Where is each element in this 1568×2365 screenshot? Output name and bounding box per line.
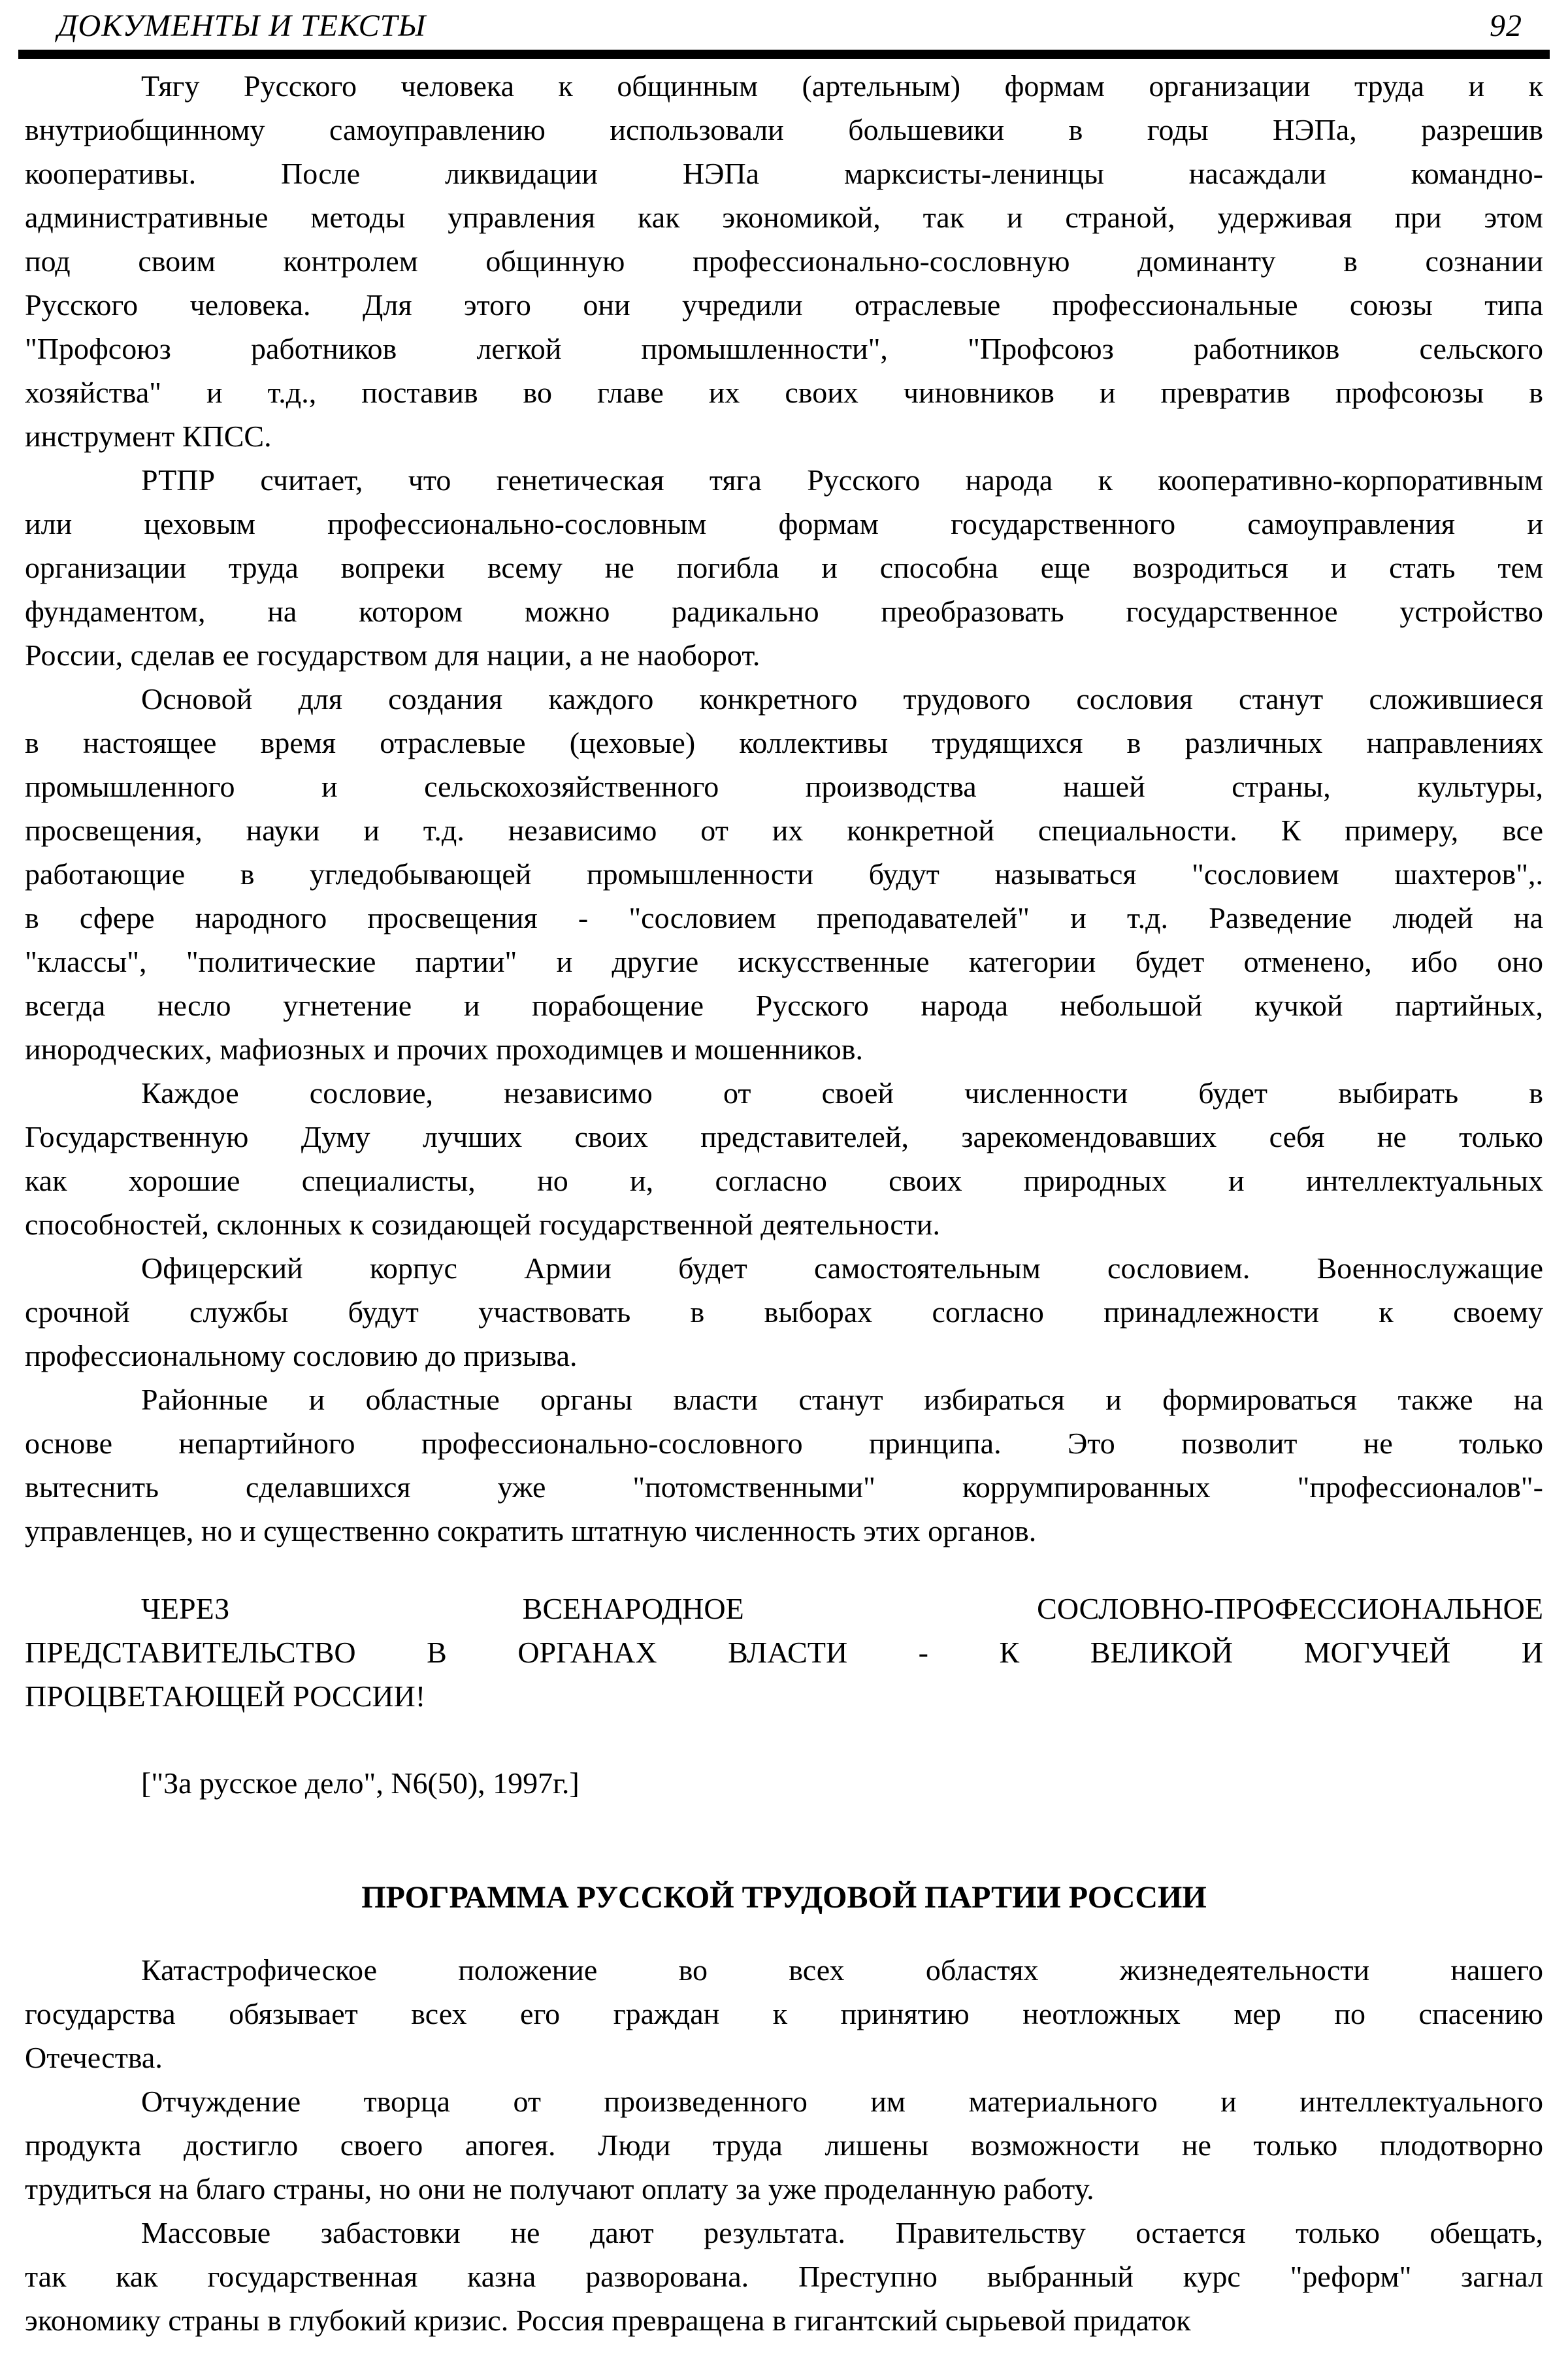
text-line: инструмент КПСС.	[25, 420, 272, 453]
paragraph	[25, 1246, 1543, 1378]
paragraph	[25, 2079, 1543, 2211]
paragraph	[25, 677, 1543, 1071]
text-line: кооперативы. После ликвидации НЭПа марксисты-ленинцы насаждали командно-	[25, 157, 1543, 190]
text-line: ПРЕДСТАВИТЕЛЬСТВО В ОРГАНАХ ВЛАСТИ - К ВЕЛИКОЙ МОГУЧЕЙ И	[25, 1636, 1543, 1669]
text-line: работающие в угледобывающей промышленности будут называться "сословием шахтеров",.	[25, 857, 1543, 891]
text-line: "классы", "политические партии" и другие искусственные категории будет отменено, ибо оно	[25, 945, 1543, 978]
text-line: организации труда вопреки всему не погибла и способна еще возродиться и стать тем	[25, 551, 1543, 584]
text-line: Основой для создания каждого конкретного трудового сословия станут сложившиеся	[141, 682, 1543, 716]
text-line: срочной службы будут участвовать в выборах согласно принадлежности к своему	[25, 1295, 1543, 1329]
text-line: продукта достигло своего апогея. Люди труда лишены возможности не только плодотворно	[25, 2128, 1543, 2162]
text-line: Массовые забастовки не дают результата. Правительству остается только обещать,	[141, 2216, 1543, 2249]
text-line: вытеснить сделавшихся уже "потомственными" коррумпированных "профессионалов"-	[25, 1470, 1543, 1504]
text-line: Офицерский корпус Армии будет самостоятельным сословием. Военнослужащие	[141, 1251, 1543, 1285]
text-line: Тягу Русского человека к общинным (артельным) формам организации труда и к	[141, 69, 1543, 103]
text-line: Отчуждение творца от произведенного им материального и интеллектуального	[141, 2085, 1543, 2118]
document-body	[25, 64, 1543, 2342]
text-line: основе непартийного профессионально-сословного принципа. Это позволит не только	[25, 1427, 1543, 1460]
text-line: Отечества.	[25, 2041, 163, 2074]
text-line: фундаментом, на котором можно радикально преобразовать государственное устройство	[25, 595, 1543, 628]
text-line: трудиться на благо страны, но они не получают оплату за уже проделанную работу.	[25, 2172, 1094, 2206]
text-line: государства обязывает всех его граждан к принятию неотложных мер по спасению	[25, 1997, 1543, 2030]
paragraph	[25, 1378, 1543, 1553]
text-line: Государственную Думу лучших своих представителей, зарекомендовавших себя не только	[25, 1120, 1543, 1153]
source-reference	[25, 1761, 1543, 1805]
text-line: просвещения, науки и т.д. независимо от их конкретной специальности. К примеру, все	[25, 814, 1543, 847]
text-line: ЧЕРЕЗ ВСЕНАРОДНОЕ СОСЛОВНО-ПРОФЕССИОНАЛЬНОЕ	[141, 1592, 1543, 1625]
slogan-paragraph	[25, 1587, 1543, 1718]
text-line: ["За русское дело", N6(50), 1997г.]	[141, 1766, 580, 1800]
document-page	[0, 8, 1568, 2365]
text-line: экономику страны в глубокий кризис. Россия превращена в гигантский сырьевой придаток	[25, 2304, 1191, 2337]
text-line: профессиональному сословию до призыва.	[25, 1339, 578, 1372]
text-line: в настоящее время отраслевые (цеховые) коллективы трудящихся в различных направлениях	[25, 726, 1543, 759]
text-line: инородческих, мафиозных и прочих проходимцев и мошенников.	[25, 1033, 863, 1066]
text-line: Районные и областные органы власти станут избираться и формироваться также на	[141, 1383, 1543, 1416]
text-line: Каждое сословие, независимо от своей численности будет выбирать в	[141, 1076, 1543, 1110]
paragraph	[25, 2211, 1543, 2342]
section-heading	[25, 1876, 1543, 1919]
paragraph	[25, 1071, 1543, 1246]
text-line: как хорошие специалисты, но и, согласно своих природных и интеллектуальных	[25, 1164, 1543, 1197]
text-line: ПРОГРАММА РУССКОЙ ТРУДОВОЙ ПАРТИИ РОССИИ	[361, 1880, 1207, 1915]
paragraph	[25, 458, 1543, 677]
page-header	[57, 8, 1522, 44]
text-line: административные методы управления как экономикой, так и страной, удерживая при этом	[25, 201, 1543, 234]
text-line: внутриобщинному самоуправлению использовали большевики в годы НЭПа, разрешив	[25, 113, 1543, 146]
header-title: ДОКУМЕНТЫ И ТЕКСТЫ	[57, 8, 427, 43]
text-line: "Профсоюз работников легкой промышленности", "Профсоюз работников сельского	[25, 332, 1543, 365]
text-line: Катастрофическое положение во всех областях жизнедеятельности нашего	[141, 1953, 1543, 1987]
text-line: всегда несло угнетение и порабощение Русского народа небольшой кучкой партийных,	[25, 989, 1543, 1022]
header-divider	[18, 50, 1550, 59]
text-line: Русского человека. Для этого они учредили отраслевые профессиональные союзы типа	[25, 288, 1543, 322]
text-line: хозяйства" и т.д., поставив во главе их своих чиновников и превратив профсоюзы в	[25, 376, 1543, 409]
page-number: 92	[1490, 8, 1522, 43]
text-line: РТПР считает, что генетическая тяга Русского народа к кооперативно-корпоративным	[141, 463, 1543, 497]
text-line: промышленного и сельскохозяйственного производства нашей страны, культуры,	[25, 770, 1543, 803]
text-line: России, сделав ее государством для нации, а не наоборот.	[25, 638, 760, 672]
paragraph	[25, 1948, 1543, 2079]
text-line: или цеховым профессионально-сословным формам государственного самоуправления и	[25, 507, 1543, 540]
paragraph	[25, 64, 1543, 458]
text-line: так как государственная казна разворована. Преступно выбранный курс "реформ" загнал	[25, 2260, 1543, 2293]
text-line: под своим контролем общинную профессионально-сословную доминанту в сознании	[25, 244, 1543, 278]
text-line: в сфере народного просвещения - "сословием преподавателей" и т.д. Разведение людей на	[25, 901, 1543, 934]
text-line: ПРОЦВЕТАЮЩЕЙ РОССИИ!	[25, 1679, 426, 1713]
text-line: управленцев, но и существенно сократить штатную численность этих органов.	[25, 1514, 1037, 1547]
text-line: способностей, склонных к созидающей государственной деятельности.	[25, 1208, 941, 1241]
